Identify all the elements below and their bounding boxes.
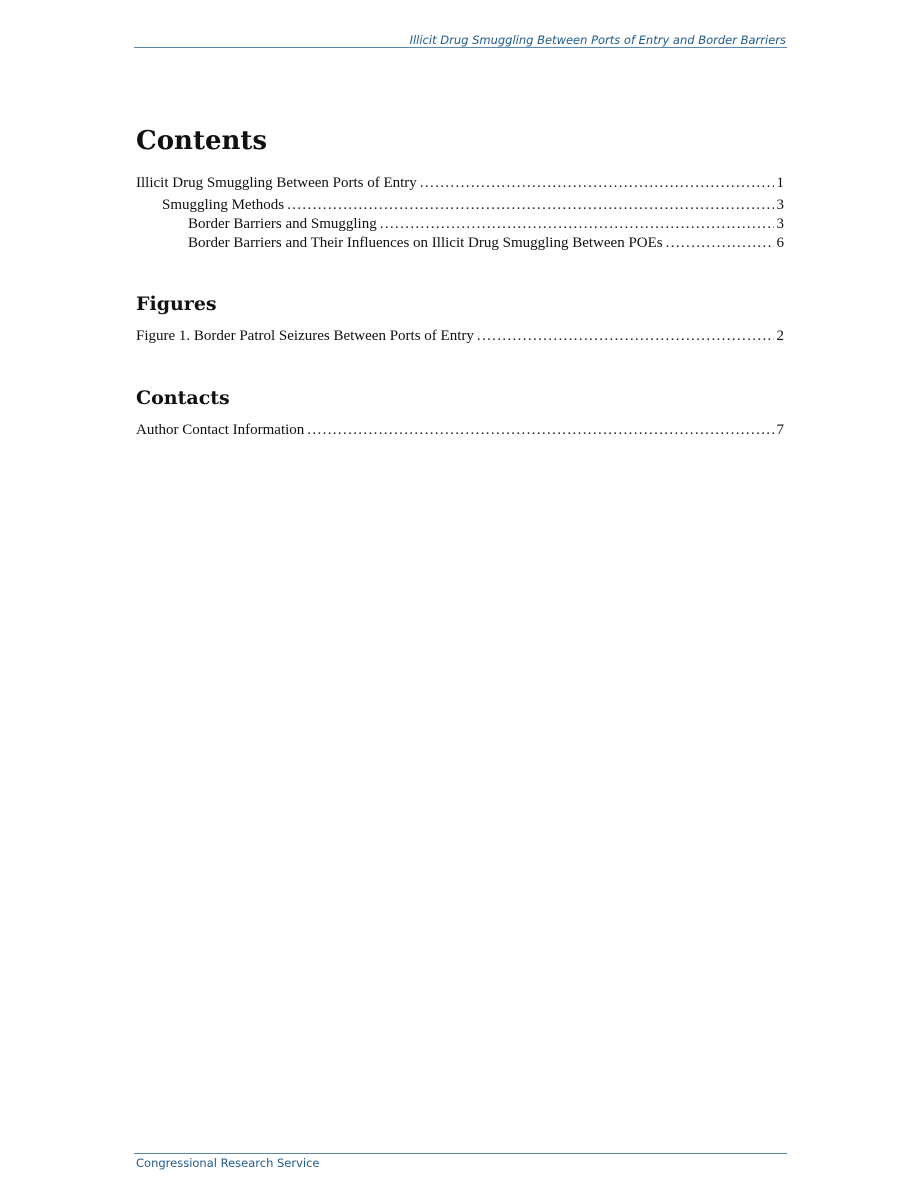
toc-entry-page: 3 (776, 197, 784, 213)
figure-entry-title: Figure 1. Border Patrol Seizures Between Ports of Entry (136, 328, 474, 344)
dot-leader (477, 328, 774, 345)
running-footer: Congressional Research Service (136, 1156, 320, 1170)
dot-leader (420, 175, 774, 192)
figure-entry-border-patrol-seizures[interactable] (136, 328, 784, 346)
running-header: Illicit Drug Smuggling Between Ports of Entry and Border Barriers (409, 33, 786, 47)
footer-divider (134, 1153, 787, 1154)
toc-entry-illicit-drug-smuggling[interactable] (136, 175, 784, 193)
toc-entry-title: Border Barriers and Smuggling (188, 216, 377, 232)
dot-leader (287, 197, 773, 214)
contacts-heading: Contacts (136, 387, 230, 409)
toc-entry-page: 1 (776, 175, 784, 191)
header-divider (134, 47, 787, 48)
dot-leader (307, 422, 773, 439)
figure-entry-page: 2 (776, 328, 784, 344)
toc-entry-page: 3 (776, 216, 784, 232)
contact-entry-page: 7 (776, 422, 784, 438)
toc-entry-border-barriers-influences[interactable] (188, 235, 784, 253)
dot-leader (380, 216, 774, 233)
contents-heading: Contents (136, 126, 268, 156)
dot-leader (666, 235, 774, 252)
toc-entry-title: Border Barriers and Their Influences on Illicit Drug Smuggling Between POEs (188, 235, 663, 251)
contact-entry-author-contact-information[interactable] (136, 422, 784, 440)
toc-entry-title: Smuggling Methods (162, 197, 285, 213)
figures-heading: Figures (136, 293, 217, 315)
toc-entry-smuggling-methods[interactable] (162, 197, 784, 215)
toc-entry-border-barriers-and-smuggling[interactable] (188, 216, 784, 234)
toc-entry-page: 6 (776, 235, 784, 251)
toc-entry-title: Illicit Drug Smuggling Between Ports of Entry (136, 175, 417, 191)
contact-entry-title: Author Contact Information (136, 422, 305, 438)
